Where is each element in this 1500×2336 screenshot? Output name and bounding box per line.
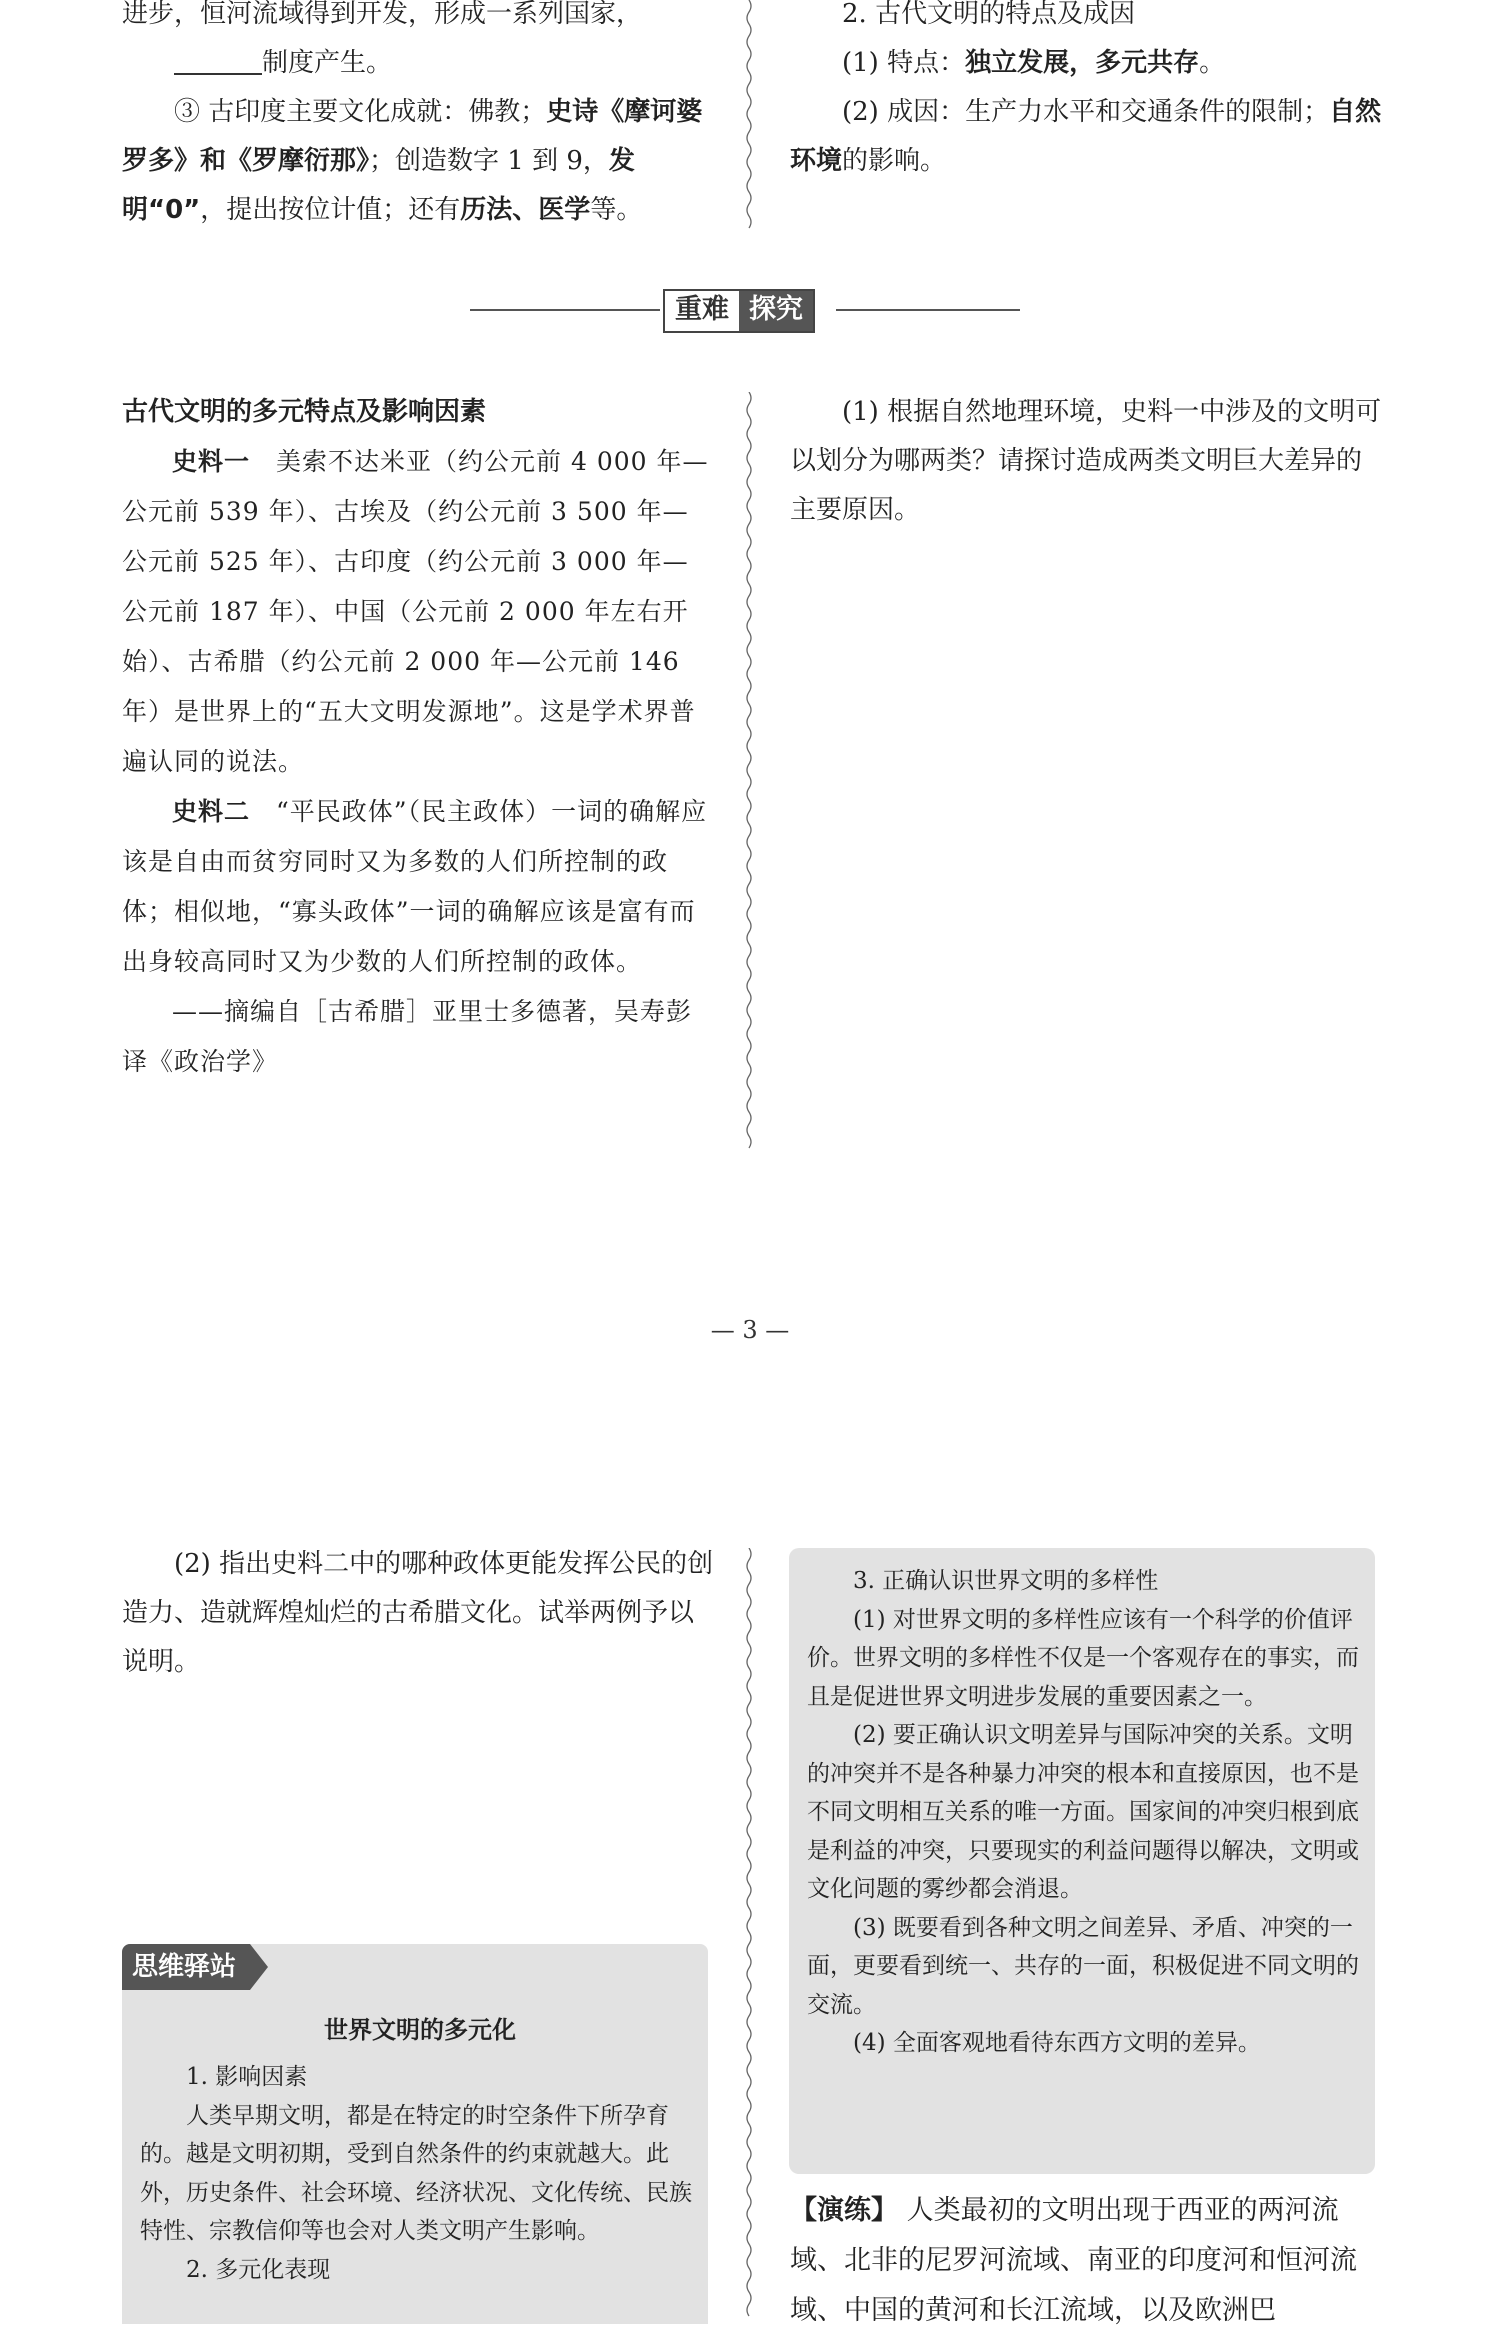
knowledge-point-2: (2) 要正确认识文明差异与国际冲突的关系。文明的冲突并不是各种暴力冲突的根本和直接原因，也不是不同文明相互关系的唯一方面。国家间的冲突归根到底是利益的冲突，只要现实的利益问题得以解决，文明或文化问题的雾纱都会消退。: [807, 1722, 1359, 1902]
column-divider: [743, 392, 755, 1152]
question-one: (1) 根据自然地理环境，史料一中涉及的文明可以划分为哪两类？请探讨造成两类文明巨大差异的主要原因。: [790, 397, 1382, 525]
section-banner: [663, 289, 815, 333]
knowledge-point-1: (1) 对世界文明的多样性应该有一个科学的价值评价。世界文明的多样性不仅是一个客观存在的事实，而且是促进世界文明进步发展的重要因素之一。: [807, 1606, 1359, 1710]
banner-label-left: 重难: [665, 291, 739, 331]
diversity-heading: 2. 多元化表现: [186, 2256, 331, 2283]
top-left-column: [122, 0, 714, 235]
thinking-station-tab: 思维驿站: [122, 1944, 250, 1990]
causes-line: (2) 成因：生产力水平和交通条件的限制；自然环境的影响。: [790, 97, 1382, 176]
page-number: — 3 —: [710, 1316, 790, 1344]
knowledge-box: [789, 1548, 1375, 2174]
continued-text: 进步，恒河流域得到开发，形成一系列国家，: [122, 0, 643, 29]
question-one-column: [790, 388, 1382, 535]
fill-blank-line: 制度产生。: [122, 39, 714, 88]
source-citation: ——摘编自［古希腊］亚里士多德著，吴寿彭译《政治学》: [122, 997, 693, 1076]
exercise-text: 【演练】 人类最初的文明出现于西亚的两河流域、北非的尼罗河流域、南亚的印度河和恒河流域、中国的黄河和长江流域，以及欧洲巴: [790, 2195, 1357, 2326]
banner-rule-right: [836, 309, 1020, 311]
column-divider: [743, 0, 755, 232]
source-one: 史料一 美索不达米亚（约公元前 4 000 年—公元前 539 年）、古埃及（约公元前 3 500 年—公元前 525 年）、古印度（约公元前 3 000 年—公元前 187 年）、中国（公元前 2 000 年左右开始）、古希腊（约公元前 2 000 年—公元前 146 年）是世界上的“五大文明发源地”。这是学术界普遍认同的说法。: [122, 447, 709, 776]
knowledge-heading: 3. 正确认识世界文明的多样性: [853, 1568, 1159, 1594]
top-right-column: [790, 0, 1382, 186]
exercise-column: [790, 2186, 1382, 2336]
banner-label-right: 探究: [739, 291, 813, 331]
answer-blank[interactable]: [174, 47, 262, 75]
question-two: (2) 指出史料二中的哪种政体更能发挥公民的创造力、造就辉煌灿烂的古希腊文化。试举两例予以说明。: [122, 1549, 714, 1677]
question-two-column: [122, 1540, 714, 1687]
characteristics-line: (1) 特点：独立发展，多元共存。: [842, 48, 1226, 78]
thinking-station-content: [140, 2006, 700, 2289]
factor-text: 人类早期文明，都是在特定的时空条件下所孕育的。越是文明初期，受到自然条件的约束就越大。此外，历史条件、社会环境、经济状况、文化传统、民族特性、宗教信仰等也会对人类文明产生影响。: [140, 2102, 692, 2244]
section-title: 古代文明的多元特点及影响因素: [122, 397, 487, 427]
sources-column: [122, 388, 714, 1087]
characteristics-heading: 2. 古代文明的特点及成因: [842, 0, 1136, 29]
source-two: 史料二 “平民政体”（民主政体）一词的确解应该是自由而贫穷同时又为多数的人们所控制的政体；相似地，“寡头政体”一词的确解应该是富有而出身较高同时又为少数的人们所控制的政体。: [122, 797, 708, 976]
column-divider: [743, 1548, 755, 2322]
knowledge-point-4: (4) 全面客观地看待东西方文明的差异。: [853, 2030, 1261, 2056]
factor-heading: 1. 影响因素: [186, 2064, 308, 2090]
culture-achievements: ③ 古印度主要文化成就：佛教；史诗《摩诃婆罗多》和《罗摩衍那》；创造数字 1 到 9，发明“0”，提出按位计值；还有历法、医学等。: [122, 97, 703, 225]
banner-rule-left: [470, 309, 660, 311]
knowledge-point-3: (3) 既要看到各种文明之间差异、矛盾、冲突的一面，更要看到统一、共存的一面，积极促进不同文明的交流。: [807, 1914, 1359, 2018]
thinking-title: 世界文明的多元化: [324, 2016, 516, 2044]
